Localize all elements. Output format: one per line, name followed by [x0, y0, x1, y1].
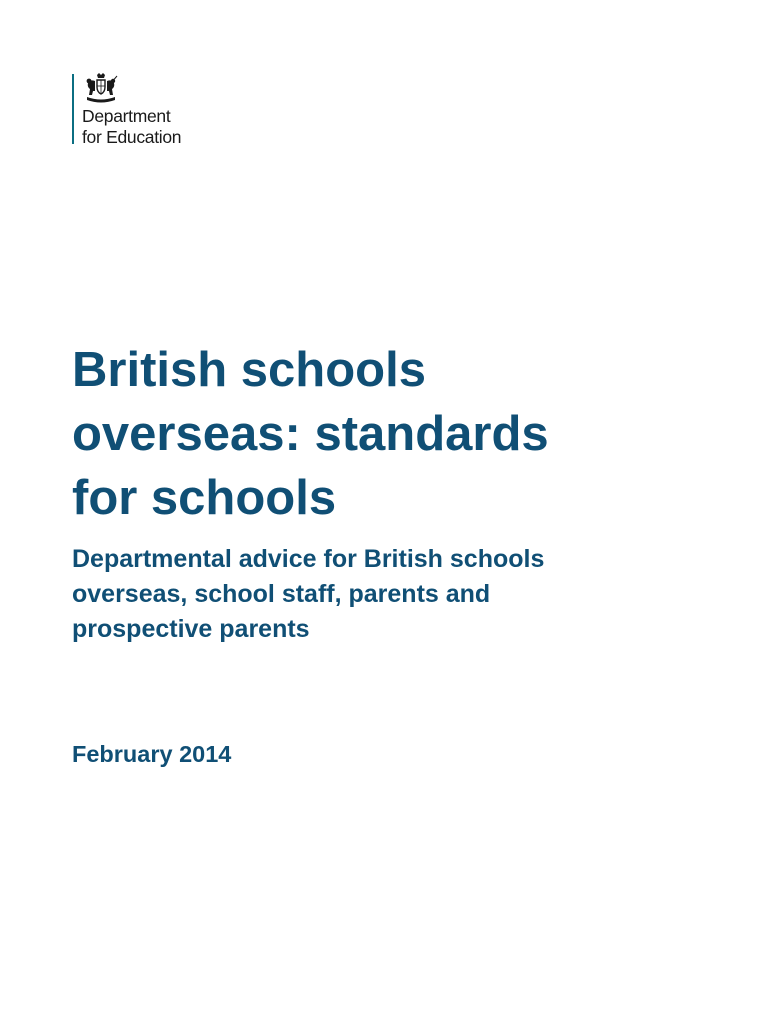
subtitle-line-3: prospective parents	[72, 615, 310, 643]
publication-date: February 2014	[72, 741, 232, 767]
subtitle-line-2: overseas, school staff, parents and	[72, 580, 491, 608]
royal-coat-of-arms-icon	[82, 72, 120, 106]
document-title	[72, 338, 712, 530]
subtitle-line-1: Departmental advice for British schools	[72, 545, 545, 573]
title-line-2: overseas: standards	[72, 407, 549, 461]
department-logo	[72, 72, 212, 168]
title-line-3: for schools	[72, 471, 337, 525]
department-name-line-1: Department	[82, 106, 171, 126]
title-line-1: British schools	[72, 343, 426, 397]
department-name	[82, 106, 181, 148]
logo-divider-line	[72, 74, 74, 144]
department-name-line-2: for Education	[82, 127, 182, 147]
document-subtitle	[72, 542, 732, 647]
